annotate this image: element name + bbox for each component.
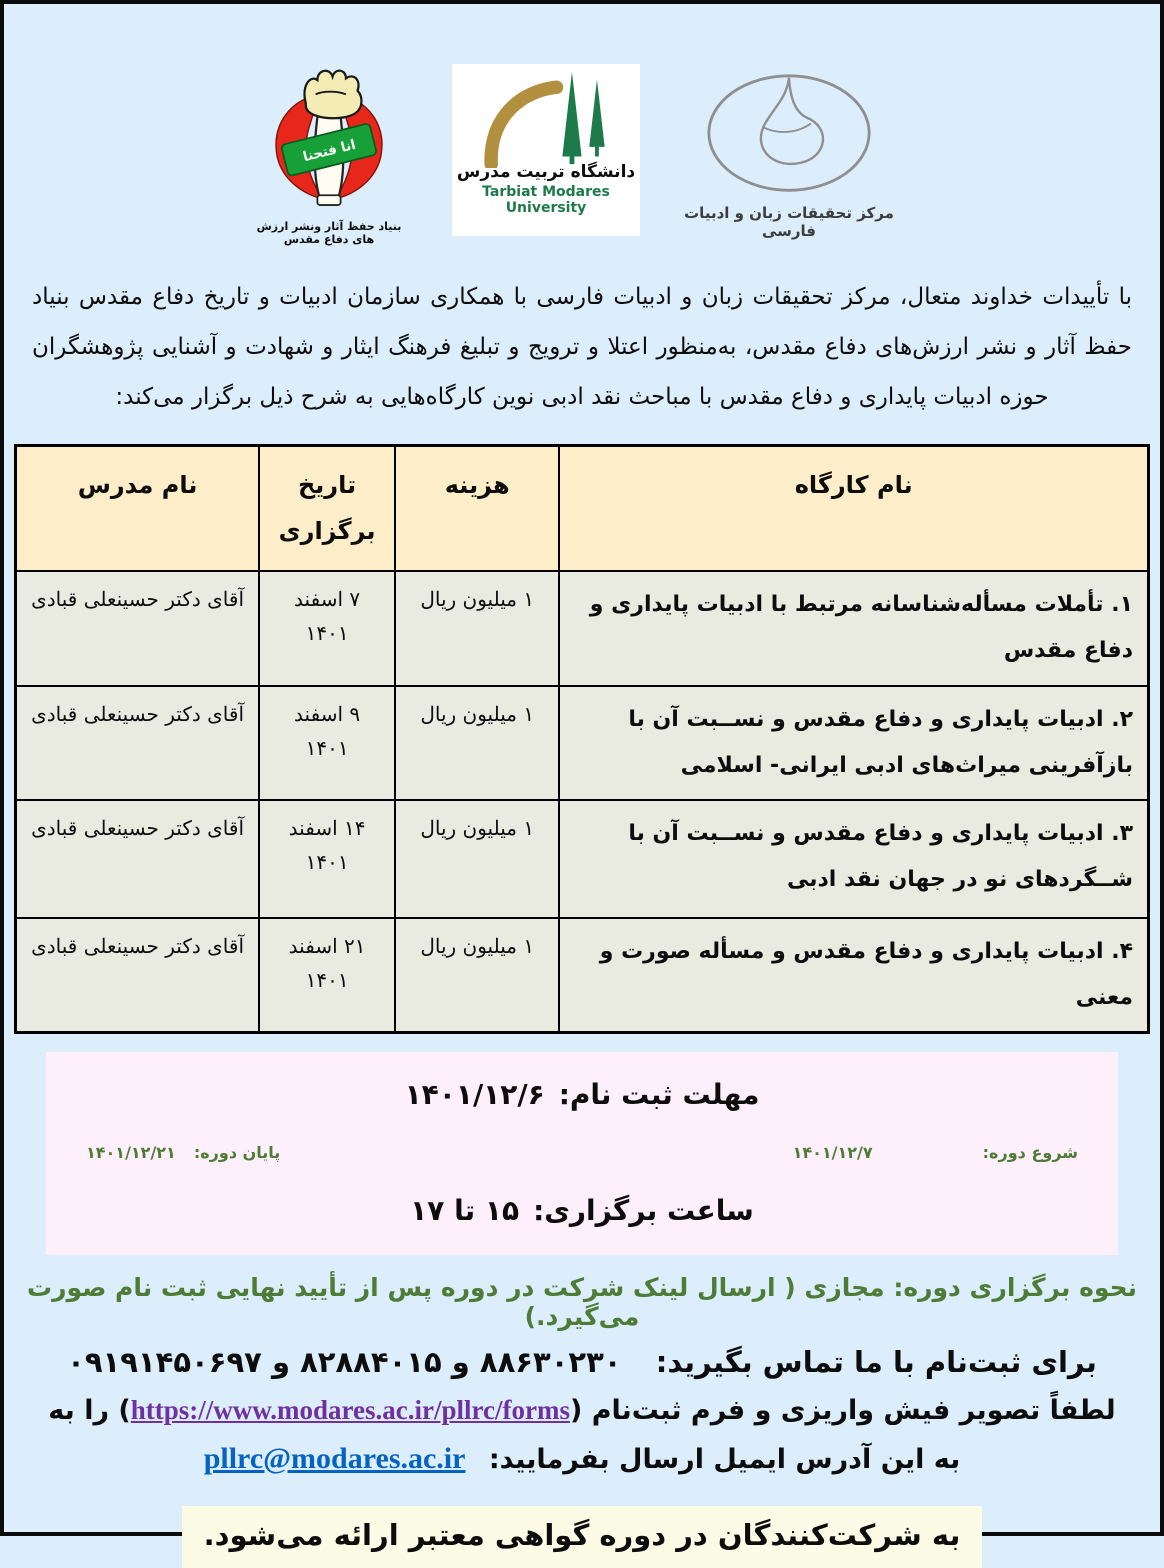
deadline-line <box>86 1078 1078 1111</box>
tmu-english-name: Tarbiat Modares University <box>482 184 610 217</box>
workshop-cost: ۱ میلیون ریال <box>395 800 559 918</box>
research-center-logo <box>684 64 894 240</box>
email-label: به این آدرس ایمیل ارسال بفرمایید: <box>488 1444 961 1476</box>
email-instruction-line <box>4 1442 1160 1476</box>
table-header-row <box>16 446 1149 572</box>
workshops-table <box>14 444 1150 1034</box>
phone-label: برای ثبت‌نام با ما تماس بگیرید: <box>655 1345 1097 1380</box>
foundation-logo <box>250 64 408 246</box>
intro-paragraph: با تأییدات خداوند متعال، مرکز تحقیقات زبان و ادبیات فارسی با همکاری سازمان ادبیات و تاریخ دفاع مقدس بنیاد حفظ آثار و نشر ارزش‌های دفاع مقدس، به‌منظور اعتلا و ترویج و تبلیغ فرهنگ ایثار و شهادت و آشنایی پژوهشگران حوزه ادبیات پایداری و دفاع مقدس با مباحث نقد ادبی نوین کارگاه‌هایی به شرح ذیل برگزار می‌کند: <box>32 284 1132 410</box>
workshop-name: ۴. ادبیات پایداری و دفاع مقدس و مسأله صورت و معنی <box>559 918 1148 1033</box>
form-instruction-prefix: لطفاً تصویر فیش واریزی و فرم ثبت‌نام ( <box>569 1395 1116 1427</box>
course-end-label: پایان دوره: <box>193 1143 281 1163</box>
course-dates-line <box>86 1143 1078 1162</box>
course-start-value: ۱۴۰۱/۱۲/۷ <box>792 1143 873 1163</box>
header-cost: هزینه <box>395 446 559 572</box>
holy-defense-foundation-logo-icon <box>255 64 403 214</box>
deadline-value: ۱۴۰۱/۱۲/۶ <box>404 1078 545 1112</box>
registration-panel <box>46 1052 1118 1255</box>
form-instruction-suffix: ) را به <box>48 1395 131 1427</box>
form-instruction-line <box>4 1395 1160 1426</box>
course-end-value: ۱۴۰۱/۱۲/۲۱ <box>86 1143 176 1163</box>
workshop-teacher: آقای دکتر حسینعلی قبادی <box>16 686 260 800</box>
header-workshop-name: نام کارگاه <box>559 446 1148 572</box>
workshop-name: ۱. تأملات مسأله‌شناسانه مرتبط با ادبیات پایداری و دفاع مقدس <box>559 571 1148 685</box>
tmu-arch-trees-icon <box>461 68 631 168</box>
foundation-banner-text: انا فتحنا <box>301 137 358 166</box>
workshop-date: ۹ اسفند ۱۴۰۱ <box>259 686 395 800</box>
workshop-name: ۳. ادبیات پایداری و دفاع مقدس و نســبت آن با شــگردهای نو در جهان نقد ادبی <box>559 800 1148 918</box>
table-row <box>16 918 1149 1033</box>
tmu-persian-name: دانشگاه تربیت مدرس <box>456 162 636 182</box>
session-time-value: ۱۵ تا ۱۷ <box>410 1194 520 1228</box>
course-end <box>86 1143 280 1162</box>
deadline-label: مهلت ثبت نام: <box>558 1078 760 1112</box>
delivery-mode-line: نحوه برگزاری دوره: مجازی ( ارسال لینک شرکت در دوره پس از تأیید نهایی ثبت نام صورت می‌گیرد.) <box>27 1273 1137 1332</box>
workshop-date: ۷ اسفند ۱۴۰۱ <box>259 571 395 685</box>
table-row <box>16 686 1149 800</box>
header-teacher: نام مدرس <box>16 446 260 572</box>
session-time-line <box>86 1194 1078 1227</box>
header-logos <box>4 4 1160 246</box>
course-start <box>793 1143 1078 1162</box>
session-time-label: ساعت برگزاری: <box>533 1194 754 1228</box>
workshop-name: ۲. ادبیات پایداری و دفاع مقدس و نســبت آن با بازآفرینی میراث‌های ادبی ایرانی- اسلامی <box>559 686 1148 800</box>
table-row <box>16 800 1149 918</box>
email-link[interactable]: pllrc@modares.ac.ir <box>203 1442 466 1476</box>
workshop-teacher: آقای دکتر حسینعلی قبادی <box>16 800 260 918</box>
table-row <box>16 571 1149 685</box>
workshop-teacher: آقای دکتر حسینعلی قبادی <box>16 918 260 1033</box>
phone-contact-line <box>4 1345 1160 1379</box>
research-center-caption: مرکز تحقیقات زبان و ادبیات فارسی <box>684 204 894 240</box>
workshop-date: ۱۴ اسفند ۱۴۰۱ <box>259 800 395 918</box>
certificate-note: به شرکت‌کنندگان در دوره گواهی معتبر ارائه می‌شود. <box>182 1506 982 1568</box>
workshop-cost: ۱ میلیون ریال <box>395 686 559 800</box>
workshop-cost: ۱ میلیون ریال <box>395 571 559 685</box>
course-start-label: شروع دوره: <box>982 1143 1078 1163</box>
header-date: تاریخ برگزاری <box>259 446 395 572</box>
tmu-logo <box>452 64 640 236</box>
registration-form-link[interactable]: https://www.modares.ac.ir/pllrc/forms <box>130 1395 570 1426</box>
research-center-emblem-icon <box>694 72 884 196</box>
foundation-caption: بنیاد حفظ آثار ونشر ارزش های دفاع مقدس <box>256 220 402 246</box>
workshop-teacher: آقای دکتر حسینعلی قبادی <box>16 571 260 685</box>
workshop-date: ۲۱ اسفند ۱۴۰۱ <box>259 918 395 1033</box>
workshop-cost: ۱ میلیون ریال <box>395 918 559 1033</box>
phone-numbers: ۸۸۶۳۰۲۳۰ و ۸۲۸۸۴۰۱۵ و ۰۹۱۹۱۴۵۰۶۹۷ <box>67 1345 622 1380</box>
